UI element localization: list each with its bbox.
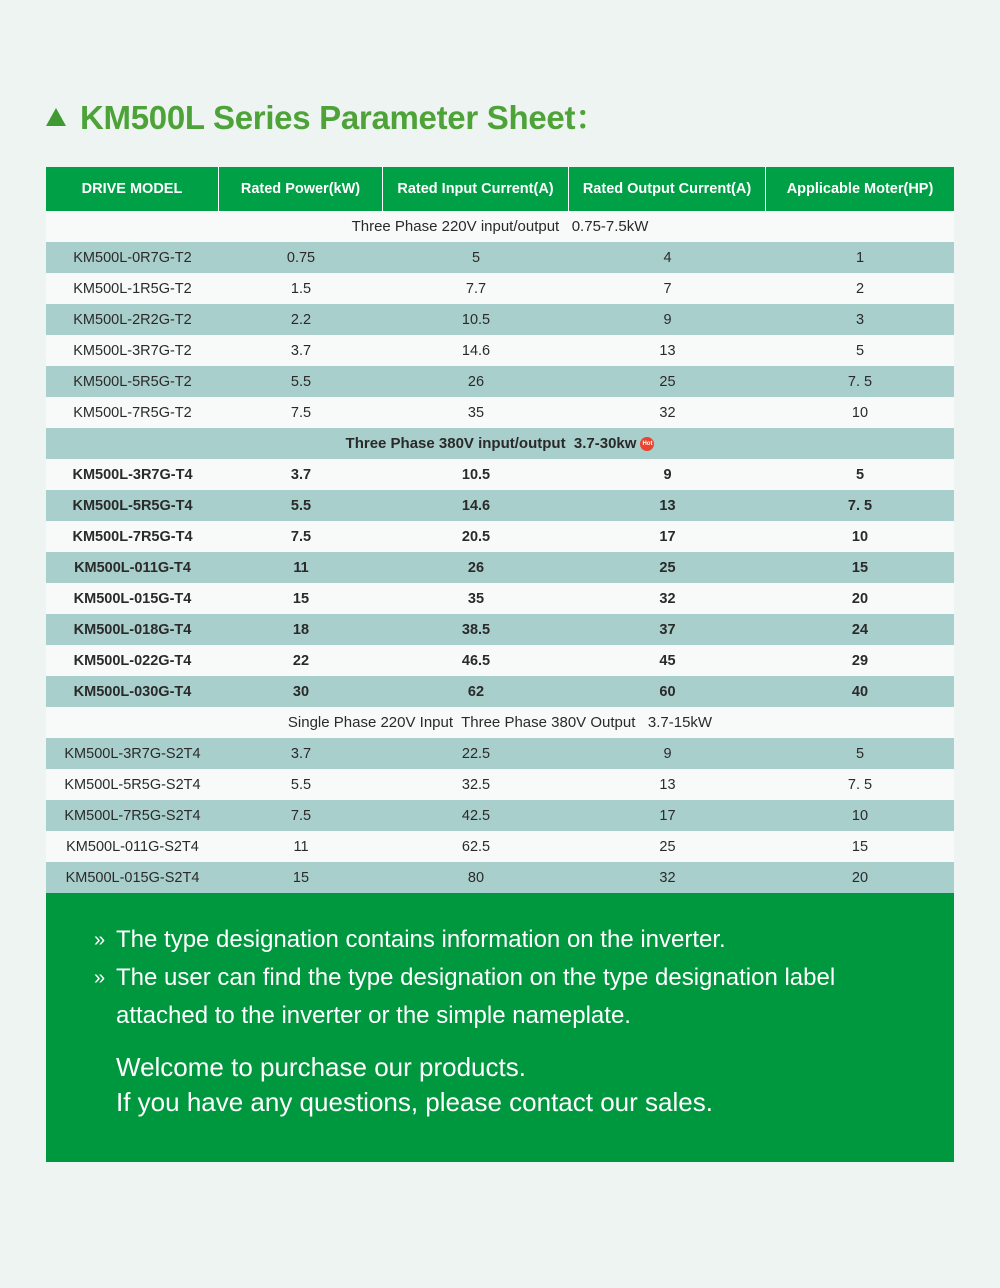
table-row: [46, 583, 954, 614]
note-bullet: [94, 959, 906, 1035]
table-row: [46, 552, 954, 583]
table-row: [46, 645, 954, 676]
drive-model-cell: KM500L-2R2G-T2: [73, 311, 192, 328]
table-body: [46, 211, 954, 893]
table-row: [46, 738, 954, 769]
bullet-mark: »: [94, 967, 106, 989]
applicable-motor-cell: 2: [855, 280, 865, 297]
rated-power-cell: 3.7: [290, 466, 312, 483]
rated-power-cell: 2.2: [290, 311, 312, 328]
rated-power-cell: 15: [292, 590, 310, 607]
drive-model-cell: KM500L-0R7G-T2: [73, 249, 192, 266]
applicable-motor-cell: 29: [851, 652, 869, 669]
table-row: [46, 521, 954, 552]
rated-input-current-cell: 10.5: [461, 311, 491, 328]
rated-output-current-cell: 9: [663, 745, 672, 762]
drive-model-cell: KM500L-018G-T4: [73, 621, 192, 638]
page-title-text: KM500L Series Parameter Sheet：: [80, 99, 608, 136]
applicable-motor-cell: 5: [855, 342, 865, 359]
rated-power-cell: 3.7: [290, 342, 312, 359]
section-row: [46, 211, 954, 242]
rated-output-current-cell: 13: [659, 776, 676, 793]
drive-model-cell: KM500L-011G-T4: [74, 559, 191, 576]
applicable-motor-cell: 40: [851, 683, 869, 700]
applicable-motor-cell: 20: [851, 869, 869, 886]
rated-power-cell: 5.5: [290, 776, 312, 793]
drive-model-cell: KM500L-3R7G-T4: [72, 466, 193, 483]
rated-power-cell: 7.5: [290, 807, 312, 824]
drive-model-cell: KM500L-3R7G-T2: [73, 342, 192, 359]
rated-output-current-cell: 17: [659, 528, 676, 545]
notes-panel: [46, 893, 954, 1162]
table-row: [46, 397, 954, 428]
header-rated-output-current: Rated Output Current(A): [569, 167, 766, 211]
table-row: [46, 614, 954, 645]
rated-input-current-cell: 38.5: [461, 621, 491, 638]
note-bullet: [94, 921, 906, 959]
table-row: [46, 304, 954, 335]
table-row: [46, 490, 954, 521]
rated-input-current-cell: 22.5: [461, 745, 491, 762]
drive-model-cell: KM500L-5R5G-T2: [73, 373, 192, 390]
table-row: [46, 800, 954, 831]
section-row: [46, 707, 954, 738]
rated-power-cell: 5.5: [290, 373, 312, 390]
rated-input-current-cell: 35: [467, 590, 485, 607]
rated-output-current-cell: 9: [663, 311, 672, 328]
rated-output-current-cell: 9: [663, 466, 672, 483]
section-label: Three Phase 220V input/output 0.75-7.5kW: [351, 218, 649, 235]
rated-power-cell: 22: [292, 652, 310, 669]
applicable-motor-cell: 3: [855, 311, 865, 328]
section-row: [46, 428, 954, 459]
rated-output-current-cell: 32: [659, 869, 676, 886]
rated-input-current-cell: 42.5: [461, 807, 491, 824]
rated-output-current-cell: 32: [659, 404, 676, 421]
applicable-motor-cell: 7. 5: [847, 497, 873, 514]
table-row: [46, 366, 954, 397]
rated-output-current-cell: 25: [659, 373, 676, 390]
rated-power-cell: 11: [293, 838, 309, 855]
applicable-motor-cell: 10: [851, 404, 869, 421]
table-row: [46, 242, 954, 273]
rated-input-current-cell: 20.5: [461, 528, 491, 545]
rated-output-current-cell: 25: [659, 838, 676, 855]
table-row: [46, 769, 954, 800]
applicable-motor-cell: 7. 5: [847, 776, 873, 793]
applicable-motor-cell: 24: [851, 621, 869, 638]
rated-input-current-cell: 62.5: [461, 838, 491, 855]
rated-output-current-cell: 25: [659, 559, 676, 576]
rated-input-current-cell: 46.5: [461, 652, 491, 669]
header-rated-power: Rated Power(kW): [219, 167, 383, 211]
section-label: Three Phase 380V input/output 3.7-30kw: [345, 435, 637, 452]
page-title: [46, 92, 608, 139]
applicable-motor-cell: 10: [851, 807, 869, 824]
triangle-icon: [46, 108, 66, 126]
applicable-motor-cell: 5: [855, 745, 865, 762]
table-header-row: [46, 167, 954, 211]
rated-output-current-cell: 4: [663, 249, 672, 266]
rated-input-current-cell: 32.5: [461, 776, 491, 793]
drive-model-cell: KM500L-7R5G-S2T4: [64, 807, 201, 824]
drive-model-cell: KM500L-7R5G-T2: [73, 404, 192, 421]
rated-input-current-cell: 5: [471, 249, 481, 266]
drive-model-cell: KM500L-022G-T4: [73, 652, 192, 669]
rated-output-current-cell: 7: [663, 280, 672, 297]
rated-input-current-cell: 35: [467, 404, 485, 421]
rated-power-cell: 15: [292, 869, 310, 886]
table-row: [46, 862, 954, 893]
section-label: Single Phase 220V Input Three Phase 380V Output 3.7-15kW: [287, 714, 713, 731]
rated-output-current-cell: 17: [659, 807, 676, 824]
contact-line: If you have any questions, please contact our sales.: [116, 1087, 713, 1117]
table-row: [46, 459, 954, 490]
drive-model-cell: KM500L-015G-S2T4: [65, 869, 200, 886]
rated-output-current-cell: 45: [659, 652, 676, 669]
rated-power-cell: 5.5: [290, 497, 312, 514]
rated-input-current-cell: 80: [467, 869, 485, 886]
applicable-motor-cell: 5: [855, 466, 865, 483]
rated-output-current-cell: 32: [659, 590, 676, 607]
rated-power-cell: 7.5: [290, 528, 312, 545]
drive-model-cell: KM500L-5R5G-T4: [72, 497, 193, 514]
table-row: [46, 273, 954, 304]
header-rated-input-current: Rated Input Current(A): [383, 167, 569, 211]
drive-model-cell: KM500L-5R5G-S2T4: [64, 776, 201, 793]
rated-input-current-cell: 10.5: [461, 466, 491, 483]
rated-power-cell: 7.5: [290, 404, 312, 421]
bullet-mark: »: [94, 929, 106, 951]
rated-power-cell: 0.75: [286, 249, 316, 266]
welcome-line: Welcome to purchase our products.: [116, 1052, 526, 1082]
drive-model-cell: KM500L-1R5G-T2: [73, 280, 192, 297]
drive-model-cell: KM500L-030G-T4: [73, 683, 192, 700]
applicable-motor-cell: 20: [851, 590, 869, 607]
rated-output-current-cell: 13: [659, 342, 676, 359]
drive-model-cell: KM500L-7R5G-T4: [72, 528, 193, 545]
applicable-motor-cell: 7. 5: [847, 373, 873, 390]
drive-model-cell: KM500L-3R7G-S2T4: [64, 745, 201, 762]
rated-input-current-cell: 26: [467, 373, 485, 390]
rated-output-current-cell: 37: [659, 621, 676, 638]
drive-model-cell: KM500L-011G-S2T4: [66, 838, 199, 855]
rated-power-cell: 3.7: [290, 745, 312, 762]
applicable-motor-cell: 15: [851, 838, 869, 855]
drive-model-cell: KM500L-015G-T4: [73, 590, 192, 607]
rated-power-cell: 11: [293, 559, 309, 576]
applicable-motor-cell: 10: [851, 528, 869, 545]
applicable-motor-cell: 1: [855, 249, 865, 266]
rated-power-cell: 1.5: [290, 280, 312, 297]
table-row: [46, 335, 954, 366]
header-drive-model: DRIVE MODEL: [46, 167, 219, 211]
note-text: The type designation contains information on the inverter.: [116, 926, 726, 953]
parameter-table: [46, 167, 954, 893]
rated-input-current-cell: 26: [467, 559, 485, 576]
table-row: [46, 676, 954, 707]
note-text: The user can find the type designation on the type designation label attached to the inverter or the simple nameplate.: [116, 964, 836, 1029]
rated-input-current-cell: 14.6: [461, 497, 491, 514]
rated-output-current-cell: 13: [659, 497, 676, 514]
hot-badge-icon: Hot: [640, 437, 654, 451]
rated-input-current-cell: 62: [467, 683, 485, 700]
rated-power-cell: 30: [292, 683, 310, 700]
header-applicable-motor: Applicable Moter(HP): [786, 181, 934, 197]
welcome-message: [116, 1050, 713, 1120]
rated-input-current-cell: 7.7: [465, 280, 487, 297]
rated-power-cell: 18: [292, 621, 310, 638]
table-row: [46, 831, 954, 862]
applicable-motor-cell: 15: [851, 559, 869, 576]
rated-output-current-cell: 60: [659, 683, 676, 700]
rated-input-current-cell: 14.6: [461, 342, 491, 359]
